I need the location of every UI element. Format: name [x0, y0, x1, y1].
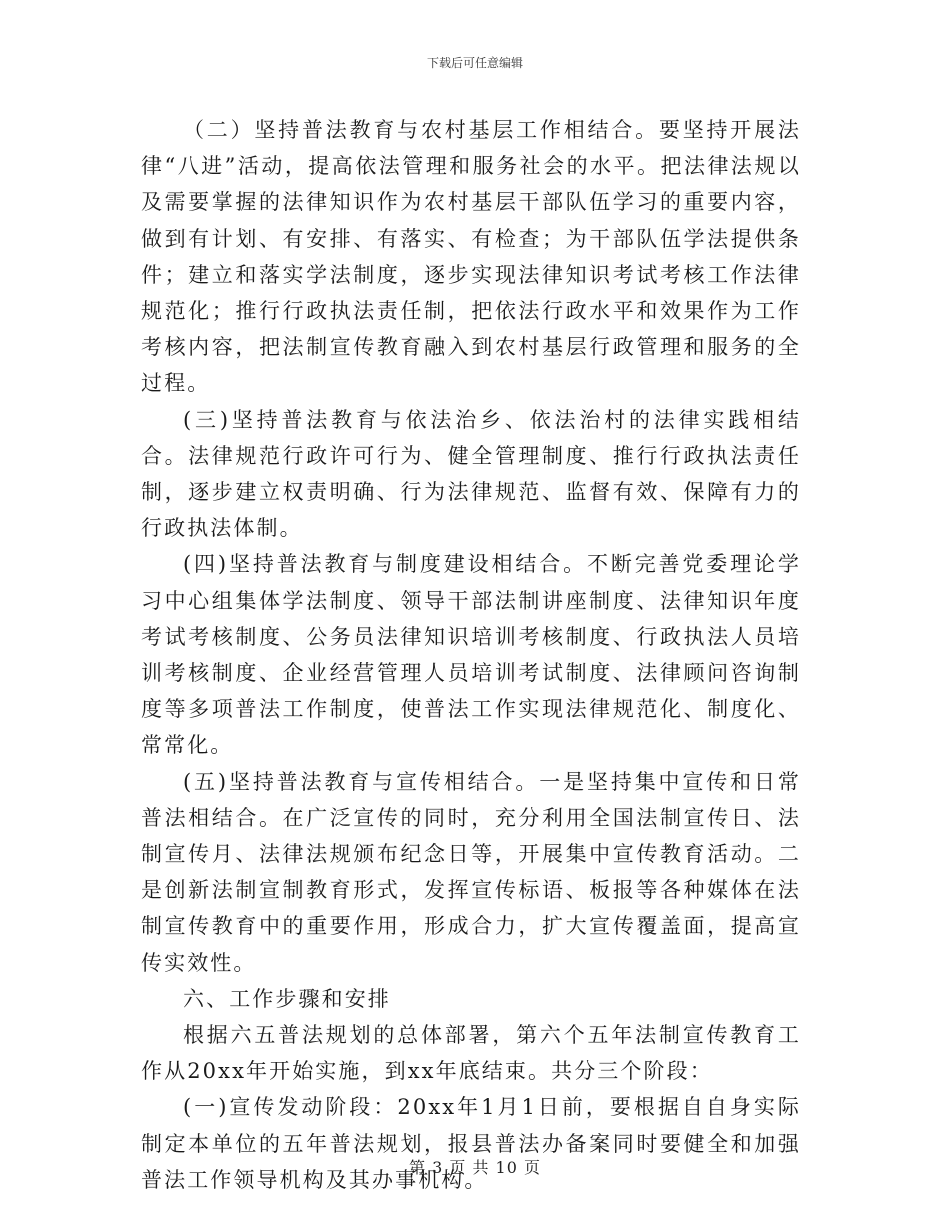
page-header: 下载后可任意编辑: [426, 56, 523, 70]
page-number: 第 3 页 共 10 页: [409, 1158, 541, 1177]
paragraph-mobilization-stage: (一)宣传发动阶段：20xx年1月1日前，要根据自自身实际制定本单位的五年普法规划，报县普法办备案同时要健全和加强普法工作领导机构及其办事机构。: [141, 1095, 801, 1192]
paragraph-publicity: (五)坚持普法教育与宣传相结合。一是坚持集中宣传和日常普法相结合。在广泛宣传的同时，充分利用全国法制宣传日、法制宣传月、法律法规颁布纪念日等，开展集中宣传教育活动。二是创新法制宣制教育形式，发挥宣传标语、板报等各种媒体在法制宣传教育中的重要作用，形成合力，扩大宣传覆盖面，提高宣传实效性。: [141, 769, 801, 975]
paragraph-rural-grassroots: （二）坚持普法教育与农村基层工作相结合。要坚持开展法律“八进”活动，提高依法管理和服务社会的水平。把法律法规以及需要掌握的法律知识作为农村基层干部队伍学习的重要内容，做到有计划、有安排、有落实、有检查；为干部队伍学法提供条件；建立和落实学法制度，逐步实现法律知识考试考核工作法律规范化；推行行政执法责任制，把依法行政水平和效果作为工作考核内容，把法制宣传教育融入到农村基层行政管理和服务的全过程。: [141, 118, 801, 396]
document-body: [141, 112, 801, 1198]
paragraph-institution-building: (四)坚持普法教育与制度建设相结合。不断完善党委理论学习中心组集体学法制度、领导干部法制讲座制度、法律知识年度考试考核制度、公务员法律知识培训考核制度、行政执法人员培训考核制度、企业经营管理人员培训考试制度、法律顾问咨询制度等多项普法工作制度，使普法工作实现法律规范化、制度化、常常化。: [141, 552, 801, 758]
section-heading-work-steps: 六、工作步骤和安排: [183, 986, 391, 1011]
paragraph-overall-plan: 根据六五普法规划的总体部署，第六个五年法制宣传教育工作从20xx年开始实施，到xx年底结束。共分三个阶段：: [141, 1023, 801, 1084]
paragraph-rule-of-law-practice: (三)坚持普法教育与依法治乡、依法治村的法律实践相结合。法律规范行政许可行为、健全管理制度、推行行政执法责任制，逐步建立权责明确、行为法律规范、监督有效、保障有力的行政执法体制。: [141, 407, 801, 541]
